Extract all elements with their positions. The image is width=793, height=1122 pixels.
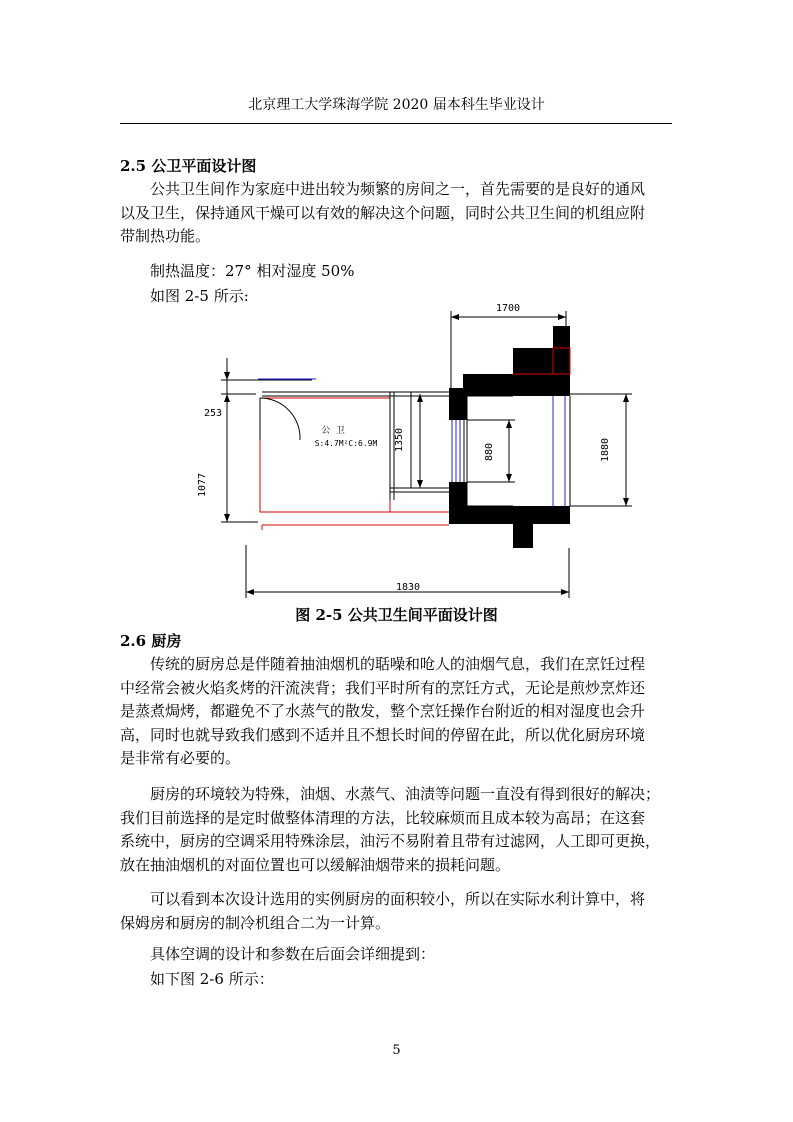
figure-reference-2-6: 如下图 2-6 所示： bbox=[150, 970, 274, 988]
figure-reference-2-5: 如图 2-5 所示: bbox=[150, 287, 249, 305]
paragraph-line: 放在抽油烟机的对面位置也可以缓解油烟带来的损耗问题。 bbox=[120, 855, 511, 874]
paragraph-line: 以及卫生，保持通风干燥可以有效的解决这个问题，同时公共卫生间的机组应附 bbox=[120, 203, 646, 222]
dim-label-mid: 1350 bbox=[394, 427, 405, 453]
page-number: 5 bbox=[392, 1043, 401, 1058]
paragraph-line: 中经常会被火焰炙烤的汗流浃背；我们平时所有的烹饪方式，无论是煎炒烹炸还 bbox=[120, 678, 646, 697]
paragraph-line: 保姆房和厨房的制冷机组合二为一计算。 bbox=[120, 913, 391, 932]
dim-label-right: 1880 bbox=[600, 437, 611, 463]
door-swing bbox=[260, 398, 300, 440]
dim-label-bottom: 1830 bbox=[395, 582, 421, 593]
paragraph-line: 带制热功能。 bbox=[120, 227, 211, 245]
paragraph-line: 可以看到本次设计选用的实例厨房的面积较小，所以在实际水利计算中，将 bbox=[150, 890, 646, 908]
dim-label-inner: 880 bbox=[484, 442, 495, 462]
paragraph-line: 是蒸煮焗烤，都避免不了水蒸气的散发，整个烹饪操作台附近的相对湿度也会升 bbox=[120, 702, 646, 720]
paragraph-kitchen-environment bbox=[120, 783, 672, 877]
dimension-left bbox=[221, 358, 312, 522]
paragraph-line: 系统中，厨房的空调采用特殊涂层，油污不易附着且带有过滤网，人工即可更换， bbox=[120, 832, 661, 850]
paragraph-line: 是非常有必要的。 bbox=[120, 749, 241, 767]
paragraph-line: 高，同时也就导致我们感到不适并且不想长时间的停留在此，所以优化厨房环境 bbox=[120, 725, 646, 744]
figure-caption-2-5: 图 2-5 公共卫生间平面设计图 bbox=[295, 606, 498, 624]
heating-spec: 制热温度：27° 相对湿度 50% bbox=[150, 262, 355, 280]
page-header: 北京理工大学珠海学院 2020 届本科生毕业设计 bbox=[248, 97, 545, 113]
paragraph-kitchen-details: 具体空调的设计和参数在后面会详细提到： bbox=[150, 945, 436, 963]
paragraph-line: 我们目前选择的是定时做整体清理的方法，比较麻烦而且成本较为高昂；在这套 bbox=[120, 808, 646, 827]
room-outline bbox=[260, 398, 449, 530]
dim-label-left-top: 253 bbox=[203, 408, 223, 419]
room-area: S:4.7M²C:6.9M bbox=[314, 439, 378, 448]
room-label: 公 卫 bbox=[321, 426, 345, 436]
dim-label-top: 1700 bbox=[495, 303, 521, 314]
paragraph-line: 传统的厨房总是伴随着抽油烟机的聒噪和呛人的油烟气息，我们在烹饪过程 bbox=[150, 655, 646, 673]
paragraph-line: 公共卫生间作为家庭中进出较为频繁的房间之一，首先需要的是良好的通风 bbox=[150, 180, 646, 198]
paragraph-kitchen-calculation bbox=[120, 888, 672, 935]
section-heading-2-5: 2.5 公卫平面设计图 bbox=[120, 157, 257, 175]
paragraph-line: 厨房的环境较为特殊，油烟、水蒸气、油渍等问题一直没有得到很好的解决； bbox=[150, 785, 661, 803]
paragraph-kitchen-intro bbox=[120, 653, 672, 771]
section-heading-2-6: 2.6 厨房 bbox=[120, 632, 182, 650]
dim-label-left-bottom: 1077 bbox=[197, 472, 208, 498]
